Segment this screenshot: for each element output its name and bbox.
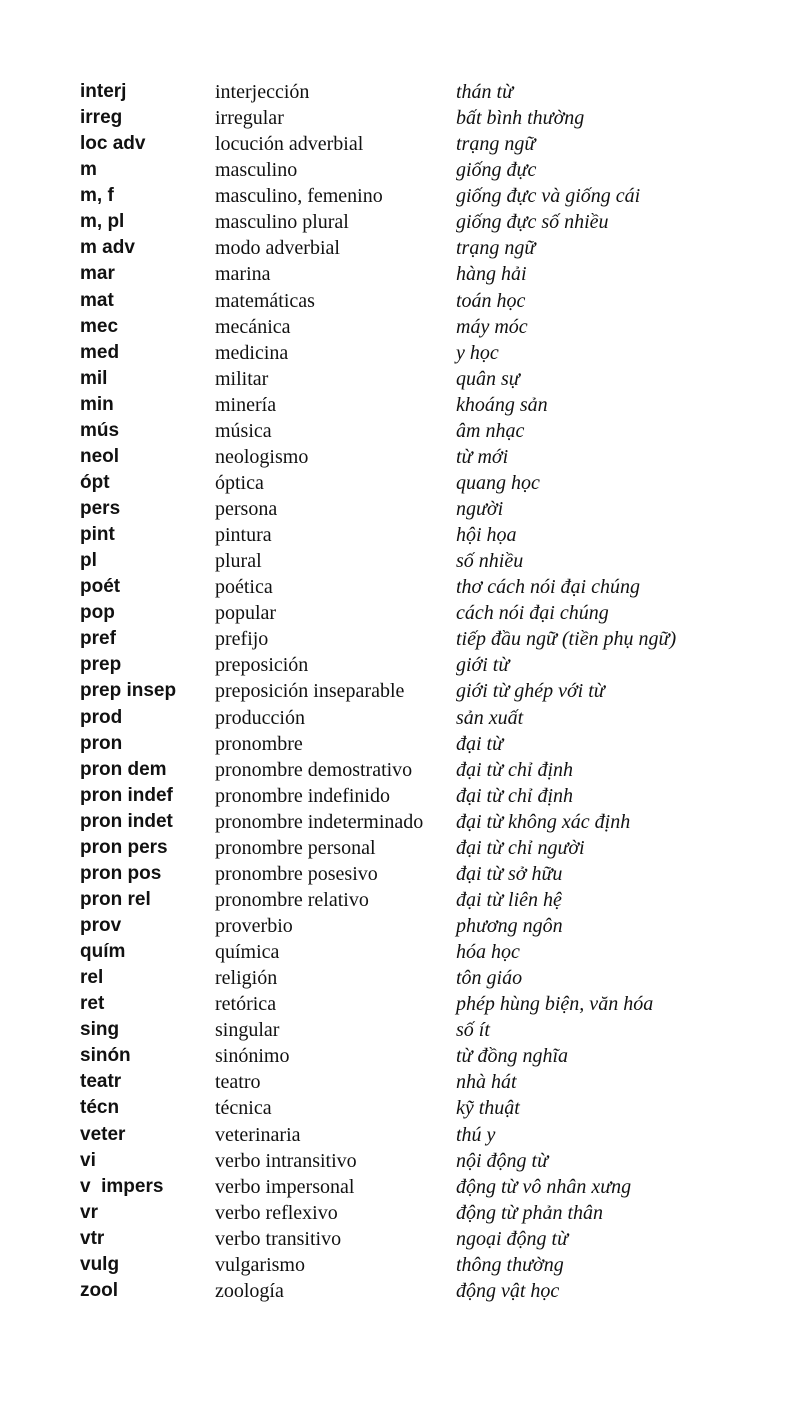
abbreviation: med — [80, 341, 120, 363]
vietnamese-term: động từ vô nhân xưng — [456, 1175, 632, 1198]
spanish-term: singular — [215, 1019, 280, 1042]
vietnamese-term: hội họa — [456, 524, 517, 547]
spanish-term: masculino — [215, 159, 298, 182]
abbreviation-row — [80, 444, 676, 470]
vietnamese-term: từ đồng nghĩa — [456, 1045, 569, 1068]
abbreviation: rel — [80, 967, 104, 989]
abbreviation: v impers — [80, 1175, 164, 1197]
vietnamese-term: quân sự — [456, 367, 520, 390]
abbreviation-row — [80, 157, 676, 183]
abbreviation: prov — [80, 915, 122, 936]
spanish-term: retórica — [215, 993, 277, 1016]
abbreviation-row — [80, 392, 676, 418]
spanish-term: interjección — [215, 81, 310, 103]
abbreviation-row — [80, 79, 676, 105]
abbreviation-row — [80, 183, 676, 209]
vietnamese-term: giống đực số nhiều — [456, 211, 609, 234]
abbreviation: vtr — [80, 1227, 105, 1249]
vietnamese-term: đại từ sở hữu — [456, 862, 563, 885]
spanish-term: popular — [215, 602, 277, 625]
abbreviation: ópt — [80, 471, 110, 493]
spanish-term: masculino, femenino — [215, 185, 383, 208]
abbreviation-row — [80, 887, 676, 913]
abbreviation-row — [80, 261, 676, 287]
abbreviation: vi — [80, 1149, 96, 1171]
abbreviation-row — [80, 783, 676, 809]
vietnamese-term: kỹ thuật — [456, 1097, 520, 1120]
abbreviation: min — [80, 393, 114, 415]
spanish-term: zoología — [215, 1279, 284, 1302]
vietnamese-term: đại từ — [456, 732, 504, 755]
abbreviation: interj — [80, 81, 127, 102]
spanish-term: modo adverbial — [215, 237, 340, 260]
abbreviation-row — [80, 1122, 676, 1148]
abbreviation: loc adv — [80, 133, 146, 155]
abbreviation: pint — [80, 524, 115, 546]
abbreviation: sing — [80, 1019, 120, 1041]
vietnamese-term: động từ phản thân — [456, 1201, 604, 1224]
vietnamese-term: giới từ ghép với từ — [456, 680, 605, 703]
abbreviation-row — [80, 861, 676, 887]
vietnamese-term: giống đực và giống cái — [456, 185, 641, 208]
vietnamese-term: đại từ chỉ định — [456, 758, 574, 781]
spanish-term: mecánica — [215, 315, 291, 338]
vietnamese-term: động vật học — [456, 1279, 560, 1302]
abbreviation: m adv — [80, 237, 135, 259]
spanish-term: música — [215, 419, 272, 442]
abbreviation-row — [80, 522, 676, 548]
abbreviation: ret — [80, 993, 105, 1015]
abbreviation-row — [80, 340, 676, 366]
spanish-term: veterinaria — [215, 1123, 301, 1146]
spanish-term: plural — [215, 550, 262, 573]
vietnamese-term: nội động từ — [456, 1149, 549, 1172]
vietnamese-term: thơ cách nói đại chúng — [456, 576, 640, 599]
vietnamese-term: quang học — [456, 471, 540, 494]
vietnamese-term: bất bình thường — [456, 107, 585, 130]
spanish-term: verbo intransitivo — [215, 1149, 357, 1172]
vietnamese-term: âm nhạc — [456, 419, 525, 442]
abbreviation: m, pl — [80, 211, 125, 233]
abbreviation: m, f — [80, 185, 114, 207]
abbreviation-row — [80, 314, 676, 340]
spanish-term: sinónimo — [215, 1045, 290, 1068]
abbreviation: pron indef — [80, 784, 173, 806]
spanish-term: minería — [215, 393, 277, 416]
abbreviation-row — [80, 1174, 676, 1200]
vietnamese-term: nhà hát — [456, 1071, 517, 1094]
abbreviation-row — [80, 1200, 676, 1226]
abbreviation-row — [80, 496, 676, 522]
spanish-term: preposición — [215, 654, 309, 677]
spanish-term: pronombre relativo — [215, 888, 369, 911]
spanish-term: persona — [215, 498, 278, 520]
vietnamese-term: thông thường — [456, 1253, 564, 1276]
abbreviation: zool — [80, 1279, 118, 1301]
vietnamese-term: tôn giáo — [456, 967, 523, 990]
abbreviation-row — [80, 705, 676, 731]
spanish-term: verbo reflexivo — [215, 1201, 338, 1224]
spanish-term: irregular — [215, 107, 284, 130]
abbreviation: mús — [80, 419, 120, 441]
abbreviation-row — [80, 209, 676, 235]
abbreviation-row — [80, 470, 676, 496]
abbreviation-row — [80, 131, 676, 157]
spanish-term: prefijo — [215, 628, 269, 651]
vietnamese-term: thú y — [456, 1123, 496, 1146]
abbreviation: mar — [80, 263, 115, 285]
spanish-term: pronombre indeterminado — [215, 810, 424, 833]
vietnamese-term: ngoại động từ — [456, 1227, 569, 1250]
vietnamese-term: người — [456, 498, 504, 520]
vietnamese-term: khoáng sản — [456, 393, 548, 416]
abbreviation-row — [80, 731, 676, 757]
abbreviation-row — [80, 366, 676, 392]
vietnamese-term: số ít — [456, 1019, 490, 1042]
spanish-term: verbo transitivo — [215, 1227, 342, 1250]
abbreviation-row — [80, 105, 676, 131]
abbreviation: m — [80, 159, 97, 181]
abbreviation-row — [80, 965, 676, 991]
abbreviation: quím — [80, 941, 126, 963]
abbreviation: pron indet — [80, 810, 173, 832]
abbreviation: pl — [80, 550, 97, 572]
vietnamese-term: hóa học — [456, 941, 520, 964]
spanish-term: técnica — [215, 1097, 272, 1120]
abbreviation: vulg — [80, 1253, 120, 1275]
abbreviation: pron pers — [80, 836, 168, 858]
vietnamese-term: phương ngôn — [456, 915, 563, 937]
abbreviation: pron rel — [80, 888, 151, 910]
abbreviation-row — [80, 913, 676, 939]
abbreviation-row — [80, 939, 676, 965]
abbreviation-row — [80, 235, 676, 261]
abbreviation: pop — [80, 602, 115, 624]
spanish-term: pronombre — [215, 732, 303, 755]
abbreviation-row — [80, 809, 676, 835]
abbreviation: prep insep — [80, 680, 177, 702]
vietnamese-term: toán học — [456, 289, 526, 312]
spanish-term: teatro — [215, 1071, 261, 1094]
vietnamese-term: đại từ chỉ định — [456, 784, 574, 807]
vietnamese-term: từ mới — [456, 445, 509, 468]
vietnamese-term: số nhiều — [456, 550, 524, 573]
abbreviation-row — [80, 418, 676, 444]
vietnamese-term: giống đực — [456, 159, 537, 182]
vietnamese-term: sản xuất — [456, 706, 524, 729]
vietnamese-term: đại từ liên hệ — [456, 888, 562, 911]
vietnamese-term: cách nói đại chúng — [456, 602, 609, 625]
abbreviation: prep — [80, 654, 122, 676]
abbreviation: pron pos — [80, 862, 162, 884]
abbreviation: veter — [80, 1123, 126, 1145]
spanish-term: pronombre personal — [215, 836, 376, 859]
spanish-term: medicina — [215, 341, 289, 364]
spanish-term: química — [215, 941, 280, 964]
abbreviation: prod — [80, 706, 123, 728]
vietnamese-term: đại từ chỉ người — [456, 836, 585, 859]
abbreviation-list — [80, 79, 676, 1304]
spanish-term: militar — [215, 367, 269, 390]
spanish-term: religión — [215, 967, 278, 990]
spanish-term: vulgarismo — [215, 1253, 305, 1276]
spanish-term: óptica — [215, 471, 264, 494]
abbreviation-row — [80, 574, 676, 600]
abbreviation-row — [80, 1278, 676, 1304]
abbreviation: pers — [80, 498, 121, 519]
abbreviation-row — [80, 1226, 676, 1252]
abbreviation-row — [80, 1017, 676, 1043]
abbreviation: técn — [80, 1097, 120, 1119]
abbreviation: sinón — [80, 1045, 131, 1067]
abbreviation-row — [80, 288, 676, 314]
vietnamese-term: phép hùng biện, văn hóa — [456, 993, 654, 1016]
abbreviation-row — [80, 835, 676, 861]
abbreviation-row — [80, 626, 676, 652]
abbreviation: irreg — [80, 107, 123, 129]
abbreviation-row — [80, 1252, 676, 1278]
vietnamese-term: máy móc — [456, 315, 528, 338]
vietnamese-term: thán từ — [456, 81, 514, 103]
vietnamese-term: y học — [456, 341, 499, 364]
spanish-term: poética — [215, 576, 273, 599]
abbreviation: neol — [80, 445, 120, 467]
spanish-term: masculino plural — [215, 211, 349, 234]
vietnamese-term: trạng ngữ — [456, 237, 536, 260]
vietnamese-term: trạng ngữ — [456, 133, 536, 156]
vietnamese-term: tiếp đầu ngữ (tiền phụ ngữ) — [456, 628, 677, 651]
abbreviation-row — [80, 757, 676, 783]
abbreviation: mat — [80, 289, 114, 311]
vietnamese-term: hàng hải — [456, 263, 527, 286]
abbreviation: mec — [80, 315, 119, 337]
abbreviation: vr — [80, 1201, 98, 1223]
spanish-term: preposición inseparable — [215, 680, 405, 703]
spanish-term: pronombre posesivo — [215, 862, 378, 885]
abbreviation-row — [80, 1043, 676, 1069]
spanish-term: verbo impersonal — [215, 1175, 355, 1198]
vietnamese-term: giới từ — [456, 654, 510, 677]
abbreviation-row — [80, 1148, 676, 1174]
spanish-term: pintura — [215, 524, 272, 547]
abbreviation-row — [80, 991, 676, 1017]
spanish-term: producción — [215, 706, 305, 729]
abbreviation-row — [80, 678, 676, 704]
abbreviation: pron dem — [80, 758, 167, 780]
abbreviation-row — [80, 600, 676, 626]
spanish-term: locución adverbial — [215, 133, 364, 156]
spanish-term: pronombre indefinido — [215, 784, 390, 807]
spanish-term: marina — [215, 263, 271, 286]
abbreviation-row — [80, 652, 676, 678]
abbreviation-row — [80, 1069, 676, 1095]
abbreviation: poét — [80, 576, 121, 598]
abbreviation-row — [80, 548, 676, 574]
abbreviation: teatr — [80, 1071, 122, 1093]
spanish-term: pronombre demostrativo — [215, 758, 413, 781]
abbreviation: mil — [80, 367, 108, 389]
abbreviation: pref — [80, 628, 116, 650]
abbreviation: pron — [80, 732, 123, 754]
spanish-term: proverbio — [215, 915, 293, 937]
abbreviation-row — [80, 1095, 676, 1121]
spanish-term: neologismo — [215, 445, 309, 468]
vietnamese-term: đại từ không xác định — [456, 810, 631, 833]
spanish-term: matemáticas — [215, 289, 315, 312]
